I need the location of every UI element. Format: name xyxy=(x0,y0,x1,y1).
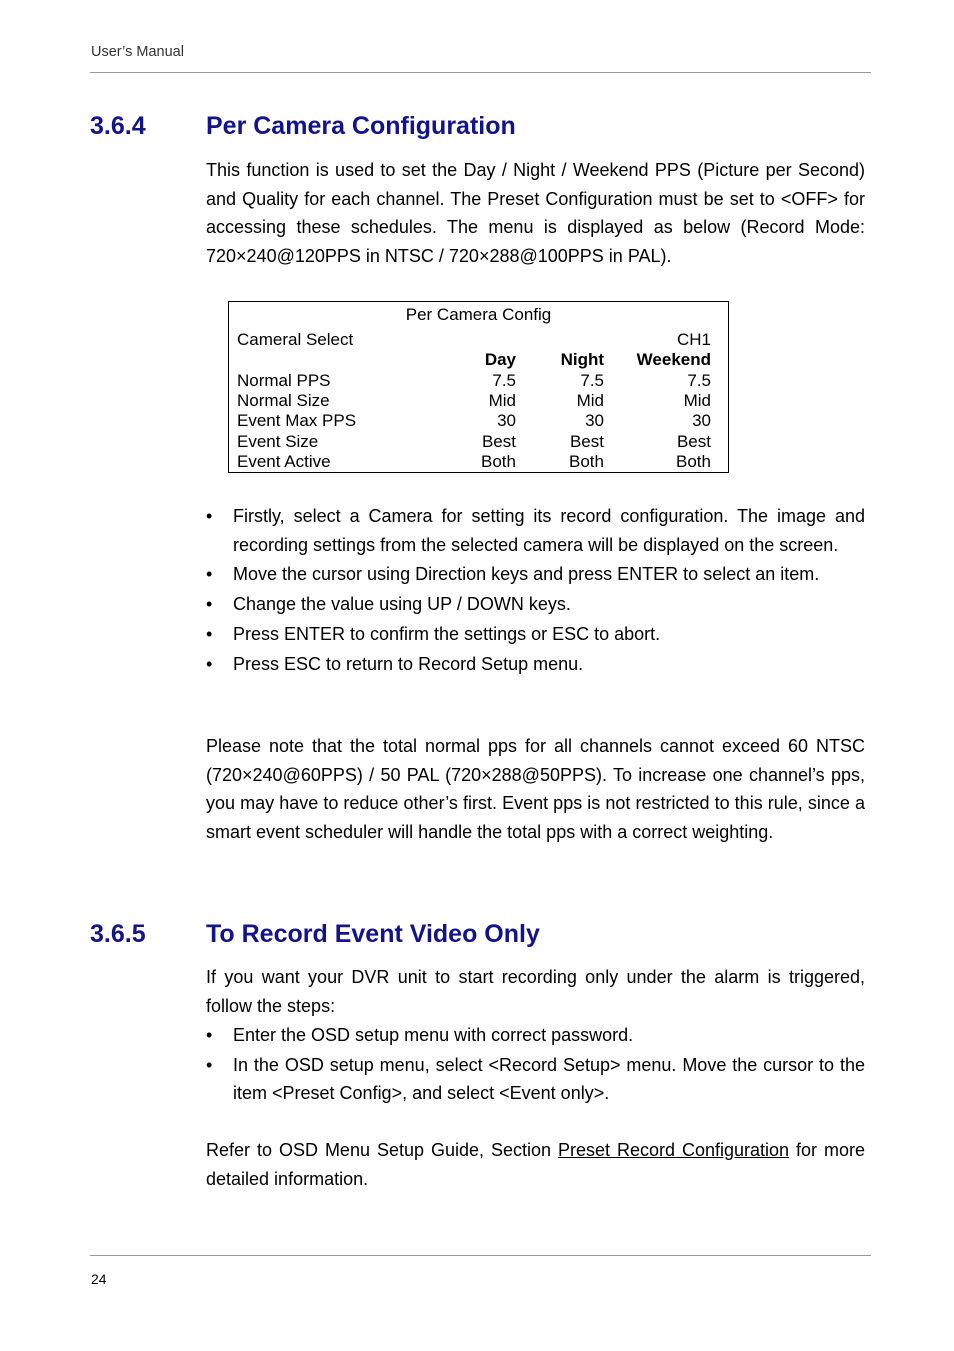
column-header-day: Day xyxy=(484,350,516,369)
menu-value: 7.5 xyxy=(687,371,711,390)
menu-value: Mid xyxy=(488,391,516,410)
column-header-night: Night xyxy=(560,350,604,369)
refer-text-after: for more detailed information. xyxy=(206,1140,865,1189)
menu-label: Event Size xyxy=(237,432,319,451)
menu-value: Both xyxy=(481,452,516,471)
per-camera-config-menu xyxy=(228,301,729,473)
section-number: 3.6.4 xyxy=(90,112,146,140)
list-item xyxy=(206,502,865,559)
section-heading-3-6-4 xyxy=(90,112,516,141)
header-rule xyxy=(90,72,871,73)
section-intro: If you want your DVR unit to start recording only under the alarm is triggered, follow the steps: xyxy=(206,967,865,1016)
menu-row xyxy=(237,371,711,391)
list-item-text: Press ENTER to confirm the settings or ESC to abort. xyxy=(233,623,661,644)
list-item xyxy=(206,650,865,679)
list-item xyxy=(206,1021,865,1050)
pps-note: Please note that the total normal pps for all channels cannot exceed 60 NTSC (720×240@60PPS) / 50 PAL (720×288@50PPS). To increase one channel’s pps, you may have to reduce other’s first. Event pps is not restricted to this rule, since a smart event scheduler will handle the total pps with a correct weighting. xyxy=(206,736,865,843)
menu-value: Best xyxy=(569,432,604,451)
list-item-text: Change the value using UP / DOWN keys. xyxy=(233,594,571,615)
menu-value: CH1 xyxy=(676,330,711,349)
menu-label: Cameral Select xyxy=(237,330,354,349)
bullet-icon: • xyxy=(206,623,213,644)
bullet-icon: • xyxy=(206,1025,213,1045)
menu-value: Best xyxy=(481,432,516,451)
menu-column-headers xyxy=(237,350,711,370)
section-title: To Record Event Video Only xyxy=(206,920,540,948)
section-heading-3-6-5 xyxy=(90,920,540,949)
steps-list xyxy=(206,1021,865,1109)
menu-label: Event Max PPS xyxy=(237,411,357,430)
refer-paragraph xyxy=(206,1136,865,1193)
list-item xyxy=(206,560,865,589)
menu-value: 7.5 xyxy=(580,371,604,390)
list-item-text: Firstly, select a Camera for setting its record configuration. The image and recording settings from the selected camera will be displayed on the screen. xyxy=(233,506,865,555)
list-item-text: Move the cursor using Direction keys and press ENTER to select an item. xyxy=(233,564,820,585)
bullet-icon: • xyxy=(206,594,213,615)
instruction-list xyxy=(206,502,865,679)
menu-value: Best xyxy=(676,432,711,451)
refer-text-before: Refer to OSD Menu Setup Guide, Section xyxy=(206,1140,558,1160)
menu-value: Mid xyxy=(576,391,604,410)
menu-row xyxy=(237,411,711,431)
menu-row-camera-select xyxy=(237,330,711,350)
menu-label: Normal Size xyxy=(237,391,330,410)
menu-row xyxy=(237,432,711,452)
bullet-icon: • xyxy=(206,1054,213,1075)
menu-value: Both xyxy=(569,452,604,471)
list-item-text: In the OSD setup menu, select <Record Setup> menu. Move the cursor to the item <Preset Config>, and select <Event only>. xyxy=(233,1054,865,1104)
menu-value: 30 xyxy=(497,411,516,430)
section-intro: This function is used to set the Day / Night / Weekend PPS (Picture per Second) and Quality for each channel. The Preset Configuration must be set to <OFF> for accessing these schedules. The menu is displayed as below (Record Mode: 720×240@120PPS in NTSC / 720×288@100PPS in PAL). xyxy=(206,160,865,267)
list-item-text: Press ESC to return to Record Setup menu. xyxy=(233,653,584,674)
running-header: User’s Manual xyxy=(91,44,184,60)
preset-record-configuration-link[interactable]: Preset Record Configuration xyxy=(557,1140,790,1160)
list-item xyxy=(206,620,865,649)
bullet-icon: • xyxy=(206,564,213,585)
footer-rule xyxy=(90,1255,871,1256)
menu-value: Mid xyxy=(683,391,711,410)
menu-label: Normal PPS xyxy=(237,371,331,390)
list-item xyxy=(206,590,865,619)
list-item xyxy=(206,1051,865,1108)
menu-value: Both xyxy=(676,452,711,471)
menu-label: Event Active xyxy=(237,452,331,471)
column-header-weekend: Weekend xyxy=(636,350,711,369)
menu-value: 30 xyxy=(692,411,711,430)
menu-value: 30 xyxy=(585,411,604,430)
section-number: 3.6.5 xyxy=(90,920,146,948)
menu-title: Per Camera Config xyxy=(405,305,552,324)
menu-row xyxy=(237,452,711,472)
bullet-icon: • xyxy=(206,653,213,674)
page-number: 24 xyxy=(91,1271,107,1287)
bullet-icon: • xyxy=(206,506,213,526)
menu-value: 7.5 xyxy=(492,371,516,390)
list-item-text: Enter the OSD setup menu with correct password. xyxy=(233,1025,634,1045)
section-title: Per Camera Configuration xyxy=(206,112,516,140)
menu-row xyxy=(237,391,711,411)
